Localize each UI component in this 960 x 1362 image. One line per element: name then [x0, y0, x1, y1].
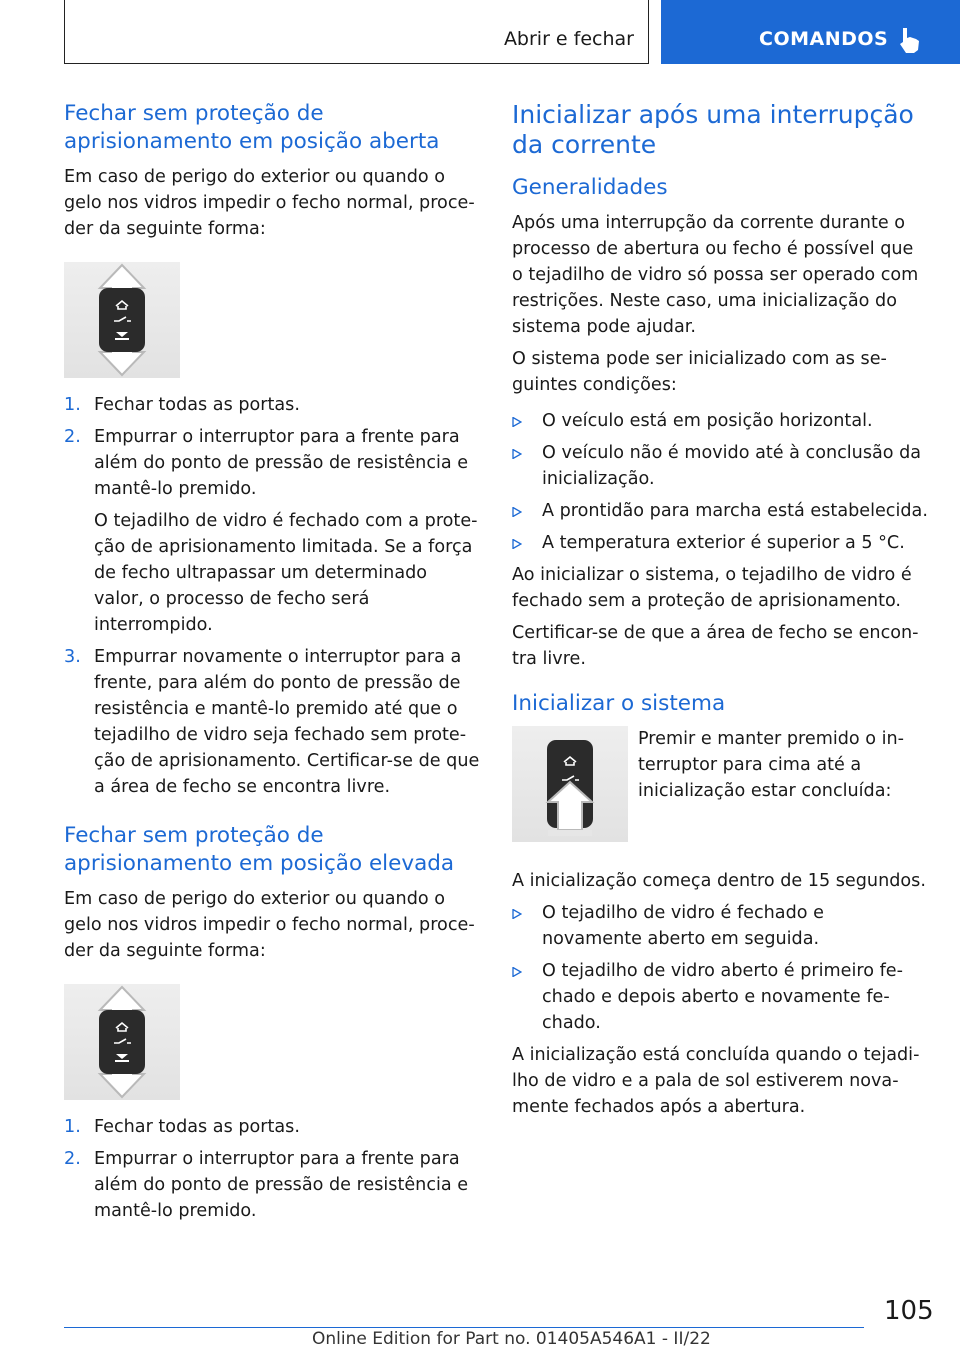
section-title-open-position: Fechar sem proteção de aprisionamento em posição aberta: [64, 101, 440, 154]
left-column: [64, 100, 480, 1230]
paragraph-init-2: A inicialização está concluída quando o tejadilho de vidro e a pala de sol estiverem novamente fechados após a abertura.: [512, 1045, 920, 1117]
sunroof-switch-figure: [64, 262, 180, 378]
header-chapter-tab: [661, 0, 960, 64]
triangle-bullet-icon: [512, 909, 522, 919]
list-item: 1. Fechar todas as portas.: [64, 1117, 300, 1137]
right-column: [512, 100, 928, 1126]
hand-pointer-icon: [897, 26, 921, 54]
conditions-list: [512, 408, 928, 556]
triangle-bullet-icon: [512, 967, 522, 977]
header-section-title: Abrir e fechar: [503, 28, 634, 50]
list-item: 2. Empurrar o interruptor para a frente para além do ponto de pressão de resistência e mantê-lo premido.: [64, 1149, 469, 1221]
sunroof-switch-icon: [64, 262, 180, 378]
list-item: 1. Fechar todas as portas.: [64, 395, 300, 415]
list-item: O tejadilho de vidro aberto é primeiro fechado e depois aberto e novamente fechado.: [512, 958, 928, 1036]
header-section-box: [64, 0, 649, 64]
subsection-title-general: Generalidades: [512, 175, 668, 200]
paragraph-init-1: A inicialização começa dentro de 15 segundos.: [512, 871, 926, 891]
list-item: O tejadilho de vidro é fechado e novamente aberto em seguida.: [512, 900, 928, 952]
list-item: 2. Empurrar o interruptor para a frente para além do ponto de pressão de resistência e mantê-lo premido. O tejadilho de vidro é fechado com a proteção de aprisionamento limitada. Se a força de fecho ultrapassar um determinado valor, o processo de fecho será interrompido.: [64, 424, 480, 638]
section-title-raised-position: Fechar sem proteção de aprisionamento em posição elevada: [64, 823, 455, 876]
sunroof-switch-figure: [512, 726, 628, 842]
steps-open-position: [64, 392, 480, 800]
init-results-list: [512, 900, 928, 1036]
list-item: O veículo não é movido até à conclusão da inicialização.: [512, 440, 928, 492]
init-instruction: Premir e manter premido o interruptor para cima até a inicialização estar concluída:: [638, 729, 905, 801]
list-item: A prontidão para marcha está estabelecida.: [512, 498, 928, 524]
footer-edition: Online Edition for Part no. 01405A546A1 - II/22: [312, 1329, 711, 1349]
list-item: O veículo está em posição horizontal.: [512, 408, 928, 434]
footer-divider: [64, 1327, 864, 1328]
subsection-title-init-system: Inicializar o sistema: [512, 691, 726, 716]
triangle-bullet-icon: [512, 449, 522, 459]
sunroof-switch-up-icon: [512, 726, 628, 842]
page-number: 105: [884, 1296, 934, 1326]
triangle-bullet-icon: [512, 417, 522, 427]
sunroof-switch-figure: [64, 984, 180, 1100]
list-item: 3. Empurrar novamente o interruptor para a frente, para além do ponto de pressão de resistência e mantê-lo premido até que o tejadilho de vidro seja fechado sem proteção de aprisionamento. Certificar-se de que a área de fecho se encontra livre.: [64, 647, 480, 797]
paragraph-general-3: Ao inicializar o sistema, o tejadilho de vidro é fechado sem a proteção de aprisionamento.: [512, 565, 912, 611]
paragraph-intro-raised: Em caso de perigo do exterior ou quando o gelo nos vidros impedir o fecho normal, proceder da seguinte forma:: [64, 889, 475, 961]
steps-raised-position: [64, 1114, 480, 1224]
section-title-initialize: Inicializar após uma interrupção da corrente: [512, 100, 914, 159]
header-chapter-title: COMANDOS: [759, 28, 889, 50]
paragraph-intro-open: Em caso de perigo do exterior ou quando o gelo nos vidros impedir o fecho normal, proceder da seguinte forma:: [64, 167, 475, 239]
init-figure-block: [512, 726, 928, 854]
paragraph-general-1: Após uma interrupção da corrente durante o processo de abertura ou fecho é possível que o tejadilho de vidro só possa ser operado com restrições. Neste caso, uma inicialização do sistema pode ajudar.: [512, 213, 919, 337]
paragraph-general-2: O sistema pode ser inicializado com as seguintes condições:: [512, 349, 887, 395]
step-note: O tejadilho de vidro é fechado com a proteção de aprisionamento limitada. Se a força de fecho ultrapassar um determinado valor, o processo de fecho será interrompido.: [94, 511, 478, 635]
paragraph-general-4: Certificar-se de que a área de fecho se encontra livre.: [512, 623, 919, 669]
triangle-bullet-icon: [512, 539, 522, 549]
triangle-bullet-icon: [512, 507, 522, 517]
sunroof-switch-icon: [64, 984, 180, 1100]
list-item: A temperatura exterior é superior a 5 °C.: [512, 530, 928, 556]
